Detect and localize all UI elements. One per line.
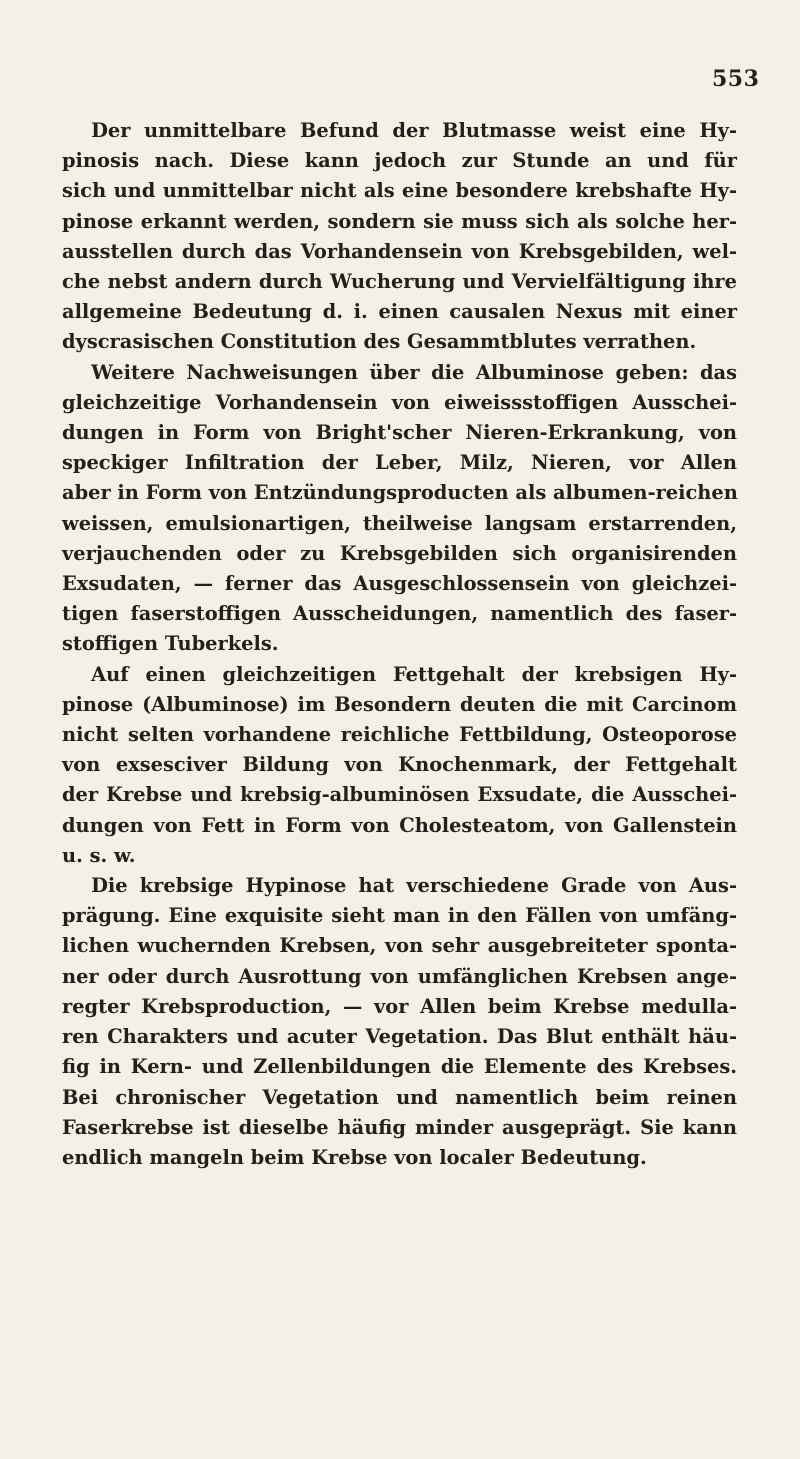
text-line: dyscrasischen Constitution des Gesammtblutes verrathen.	[62, 330, 697, 354]
text-line: gleichzeitige Vorhandensein von eiweissstoffigen Ausschei-	[62, 390, 737, 414]
text-line: pinosis nach. Diese kann jedoch zur Stunde an und für	[62, 149, 737, 173]
text-line: Weitere Nachweisungen über die Albuminose geben: das	[62, 360, 737, 384]
text-line: tigen faserstoffigen Ausscheidungen, namentlich des faser-	[62, 602, 737, 626]
text-line: lichen wuchernden Krebsen, von sehr ausgebreiteter sponta-	[62, 934, 737, 958]
text-line: dungen von Fett in Form von Cholesteatom, von Gallenstein	[62, 813, 737, 837]
text-line: von exsesciver Bildung von Knochenmark, der Fettgehalt	[62, 753, 737, 777]
text-line: Faserkrebse ist dieselbe häufig minder ausgeprägt. Sie kann	[62, 1115, 737, 1139]
text-line: pinose (Albuminose) im Besondern deuten die mit Carcinom	[62, 692, 737, 716]
paragraph	[62, 660, 737, 871]
text-line: Die krebsige Hypinose hat verschiedene Grade von Aus-	[62, 874, 737, 898]
text-line: pinose erkannt werden, sondern sie muss sich als solche her-	[62, 209, 737, 233]
text-line: aber in Form von Entzündungsproducten als albumen-reichen	[62, 481, 738, 505]
paragraph	[62, 358, 737, 660]
paragraph	[62, 871, 737, 1173]
text-line: speckiger Infiltration der Leber, Milz, Nieren, vor Allen	[62, 451, 737, 475]
text-line: verjauchenden oder zu Krebsgebilden sich organisirenden	[62, 541, 737, 565]
page-number: 553	[712, 66, 760, 92]
text-line: dungen in Form von Bright'scher Nieren-Erkrankung, von	[62, 421, 737, 445]
text-line: der Krebse und krebsig-albuminösen Exsudate, die Ausschei-	[62, 783, 737, 807]
text-line: nicht selten vorhandene reichliche Fettbildung, Osteoporose	[62, 723, 737, 747]
text-line: regter Krebsproduction, — vor Allen beim Krebse medulla-	[62, 994, 737, 1018]
text-line: Exsudaten, — ferner das Ausgeschlossensein von gleichzei-	[62, 572, 737, 596]
text-line: allgemeine Bedeutung d. i. einen causalen Nexus mit einer	[62, 300, 737, 324]
text-line: ner oder durch Ausrottung von umfänglichen Krebsen ange-	[62, 964, 737, 988]
text-line: ausstellen durch das Vorhandensein von Krebsgebilden, wel-	[62, 239, 737, 263]
text-line: weissen, emulsionartigen, theilweise langsam erstarrenden,	[62, 511, 737, 535]
text-line: prägung. Eine exquisite sieht man in den Fällen von umfäng-	[62, 904, 737, 928]
paragraph	[62, 116, 737, 358]
text-line: Bei chronischer Vegetation und namentlich beim reinen	[62, 1085, 737, 1109]
text-line: endlich mangeln beim Krebse von localer Bedeutung.	[62, 1145, 647, 1169]
text-line: che nebst andern durch Wucherung und Vervielfältigung ihre	[62, 270, 737, 294]
text-line: Der unmittelbare Befund der Blutmasse weist eine Hy-	[62, 119, 737, 142]
text-line: sich und unmittelbar nicht als eine besondere krebshafte Hy-	[62, 179, 737, 203]
text-line: Auf einen gleichzeitigen Fettgehalt der krebsigen Hy-	[62, 662, 737, 686]
text-line: stoffigen Tuberkels.	[62, 632, 279, 656]
text-line: ren Charakters und acuter Vegetation. Das Blut enthält häu-	[62, 1025, 737, 1049]
text-line: fig in Kern- und Zellenbildungen die Elemente des Krebses.	[62, 1055, 737, 1079]
text-line: u. s. w.	[62, 843, 136, 867]
body-text	[62, 116, 737, 1173]
